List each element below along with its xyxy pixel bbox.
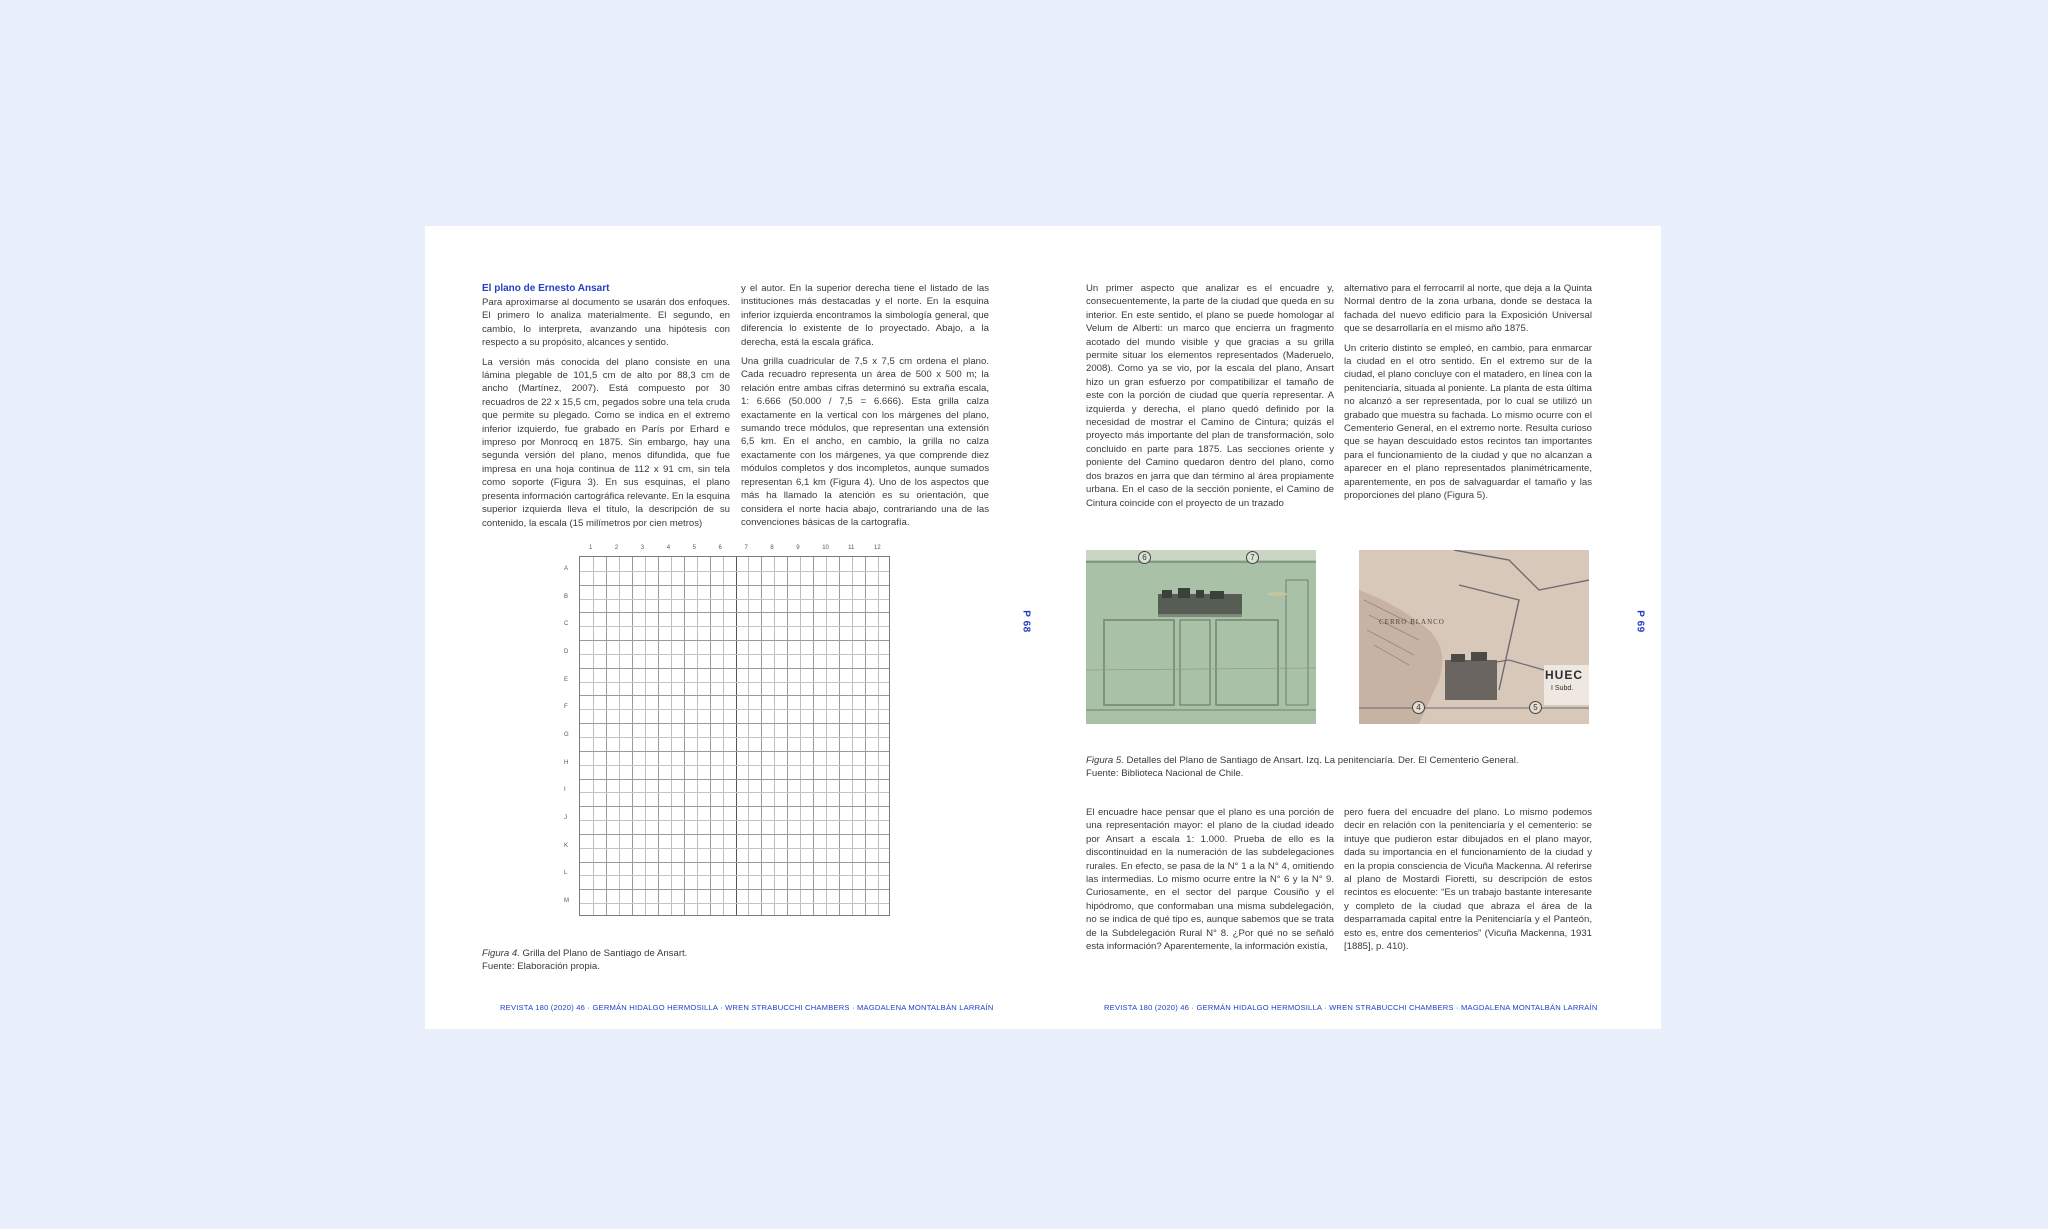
grid-column-label: 1 [588, 545, 593, 551]
map-number-label: 7 [1246, 551, 1259, 564]
grid-column-label: 9 [796, 545, 800, 551]
page-footer: REVISTA 180 (2020) 46 · GERMÁN HIDALGO HERMOSILLA · WREN STRABUCCHI CHAMBERS · MAGDALENA MONTALBÁN LARRAÍN [500, 1003, 994, 1012]
caption-text: Detalles del Plano de Santiago de Ansart. Izq. La penitenciaría. Der. El Cementerio General. [1123, 755, 1519, 766]
map-detail-penitenciaria-drawing [1086, 550, 1316, 724]
grid-column-label: 4 [666, 545, 671, 551]
grid-line-horizontal [580, 806, 889, 807]
grid-row-label: J [564, 815, 567, 822]
grid-row-label: H [564, 759, 569, 766]
page-folio: P 69 [1634, 610, 1646, 633]
right-column-1 [1086, 282, 1334, 516]
figure-5-caption [1086, 754, 1586, 781]
grid-row-label: G [564, 732, 569, 738]
paragraph: Para aproximarse al documento se usarán dos enfoques. El primero lo analiza materialmente. El segundo, en cambio, lo interpreta, avanzando una hipótesis con respecto a su propósito, alcances y sentido. [482, 297, 730, 349]
left-page [425, 226, 1043, 1029]
grid-line-horizontal [580, 875, 889, 876]
grid-line-horizontal [580, 889, 889, 890]
paragraph: El encuadre hace pensar que el plano es una porción de una representación mayor: el plano de la ciudad ideado por Ansart a escala 1: 1.000. Prueba de ello es la discontinuidad en la numeración de las subdelegaciones rurales. En efecto, se pasa de la N° 1 a la N° 4, omitiendo las intermedias. Lo mismo ocurre entre la N° 6 y la N° 9. Curiosamente, en el sector del parque Cousiño y el hipódromo, que conformaban una misma subdelegación, no se indica de qué tipo es, aunque sabemos que se trata de la Subdelegación Rural N° 8. ¿Por qué no se señaló esta información? Aparentemente, la información existía, [1086, 807, 1334, 953]
grid-line-horizontal [580, 626, 889, 627]
left-column-2 [741, 282, 989, 535]
grid-line-horizontal [580, 668, 889, 669]
right-column-2 [1344, 282, 1592, 509]
page-footer: REVISTA 180 (2020) 46 · GERMÁN HIDALGO HERMOSILLA · WREN STRABUCCHI CHAMBERS · MAGDALENA MONTALBÁN LARRAÍN [1104, 1003, 1598, 1012]
grid-column-label: 12 [874, 545, 881, 551]
grid-line-horizontal [580, 640, 889, 641]
grid-row-label: K [564, 842, 569, 849]
map-number-label: 5 [1529, 701, 1542, 714]
left-column-1 [482, 282, 730, 536]
magazine-spread [425, 226, 1661, 1029]
caption-text: Grilla del Plano de Santiago de Ansart. [519, 948, 688, 959]
grid-column-label: 10 [822, 545, 829, 551]
grid-line-horizontal [580, 834, 889, 835]
grid-row-label: B [564, 593, 569, 600]
grid-line-horizontal [580, 612, 889, 613]
grid-line-horizontal [580, 737, 889, 738]
grid-column-label: 11 [848, 545, 855, 551]
grid-line-horizontal [580, 723, 889, 724]
section-heading: El plano de Ernesto Ansart [482, 283, 610, 294]
page-folio: P 68 [1020, 610, 1032, 633]
grid-line-horizontal [580, 695, 889, 696]
map-place-label: CERRO BLANCO [1379, 618, 1445, 626]
paragraph: Un criterio distinto se empleó, en cambio, para enmarcar la ciudad en el otro sentido. En el extremo sur de la ciudad, el plano concluye con el matadero, en línea con la penitenciaría, situada al poniente. La planta de esta última no alcanzó a ser representada, por lo cual se utilizó un grabado que muestra su fachada. Lo mismo ocurre con el Cementerio General, en el extremo norte. Resulta curioso que se hayan descuidado estos recintos tan importantes para el funcionamiento de la ciudad y que no alcanzan a aparecer en el plano representados planimétricamente, aparentemente, en pos de salvaguardar el tamaño y las proporciones del plano (Figura 5). [1344, 342, 1593, 502]
map-place-label: I Subd. [1551, 685, 1574, 692]
grid-row-label: C [564, 621, 569, 628]
map-number-label: 6 [1138, 551, 1151, 564]
grid-line-horizontal [580, 709, 889, 710]
caption-source: Fuente: Elaboración propia. [482, 961, 600, 973]
grid-line-horizontal [580, 765, 889, 766]
grid-row-label: F [564, 704, 568, 711]
paragraph: La versión más conocida del plano consiste en una lámina plegable de 101,5 cm de alto por 88,3 cm de ancho (Martínez, 2007). Está compuesto por 30 recuadros de 22 x 15,5 cm, pegados sobre una tela cruda que permite su plegado. Como se indica en el extremo inferior izquierdo, fue grabado en París por Erhard e impreso por Monrocq en 1875. Sin embargo, hay una segunda versión del plano, menos difundida, que fue impresa en una hoja continua de 112 x 91 cm, sin tela como soporte (Figura 3). En sus esquinas, el plano presenta información cartográfica relevante. En la esquina superior izquierda lleva el título, la descripción de su contenido, la escala (15 milímetros por cien metros) [482, 356, 730, 529]
paragraph: pero fuera del encuadre del plano. Lo mismo podemos decir en relación con la penitenciaría y el cementerio: se intuye que pudieron estar dibujados en el plano mayor, dada su importancia en el funcionamiento de la ciudad y en la propia consciencia de Vicuña Mackenna. Al referirse al plano de Mostardi Fioretti, su descripción de estos recintos es elocuente: “Es un trabajo bastante interesante y completo de la ciudad que abraza el área de la desparramada capital entre la Penitenciaría y el Panteón, esto es, entre dos cementerios” (Vicuña Mackenna, 1931 [1885], p. 410). [1344, 807, 1592, 953]
grid-box [579, 556, 890, 916]
grid-row-label: A [564, 565, 569, 572]
grid-column-label: 5 [692, 545, 696, 551]
grid-column-labels [563, 544, 883, 554]
grid-row-label: E [564, 676, 569, 683]
grid-column-label: 6 [718, 545, 722, 551]
grid-line-horizontal [580, 862, 889, 863]
grid-line-horizontal [580, 751, 889, 752]
grid-row-label: M [564, 898, 569, 905]
figure-4-caption [482, 947, 782, 974]
grid-column-label: 7 [744, 545, 748, 551]
right-column-3 [1086, 806, 1334, 959]
grid-line-horizontal [580, 599, 889, 600]
grid-column-label: 2 [614, 545, 619, 551]
map-place-label: HUEC [1545, 668, 1584, 682]
grid-line-horizontal [580, 779, 889, 780]
caption-figure-number: Figura 4. [482, 948, 520, 959]
map-detail-penitenciaria [1086, 550, 1316, 724]
paragraph: y el autor. En la superior derecha tiene el listado de las instituciones más destacadas y el norte. En la esquina inferior izquierda encontramos la simbología general, que diferencia lo existente de lo proyectado. Abajo, a la derecha, está la escala gráfica. [741, 283, 989, 348]
grid-line-horizontal [580, 903, 889, 904]
grid-figure [563, 544, 883, 924]
map-detail-cementerio-drawing [1359, 550, 1589, 724]
grid-line-horizontal [580, 571, 889, 572]
grid-line-horizontal [580, 585, 889, 586]
map-number-label: 4 [1412, 701, 1425, 714]
grid-line-horizontal [580, 792, 889, 793]
right-page [1043, 226, 1661, 1029]
right-column-4 [1344, 806, 1592, 959]
grid-column-label: 8 [770, 545, 774, 551]
grid-row-labels [563, 544, 577, 924]
grid-line-horizontal [580, 848, 889, 849]
paragraph: Un primer aspecto que analizar es el encuadre y, consecuentemente, la parte de la ciudad que queda en su interior. En este sentido, el plano se puede homologar al Velum de Alberti: un marco que encierra un fragmento acotado del mundo visible y que gracias a su grilla permite situar los elementos representados (Maderuelo, 2008). Como ya se vio, por la escala del plano, Ansart hizo un gran esfuerzo por compatibilizar el tamaño de este con la porción de ciudad que quería representar. A izquierda y derecha, el plano quedó definido por la necesidad de mostrar el Camino de Cintura; quizás el proyecto más importante del plan de transformación, solo concluido en parte para 1875. Las secciones oriente y poniente del Camino quedaron dentro del plano, como dos brazos en jarra que dan término al área propiamente urbana. En el caso de la sección poniente, el Camino de Cintura coincide con el proyecto de un trazado [1086, 283, 1334, 509]
map-detail-cementerio [1359, 550, 1589, 724]
caption-figure-number: Figura 5. [1086, 755, 1124, 766]
paragraph: Una grilla cuadricular de 7,5 x 7,5 cm ordena el plano. Cada recuadro representa un área de 500 x 500 m; la relación entre ambas cifras determinó su extraña escala, 1: 6.666 (50.000 / 7,5 = 6.666). Esta grilla calza exactamente en la vertical con los márgenes del plano, sumando trece módulos, que representan una extensión 6,5 km. En el ancho, en cambio, la grilla no calza exactamente con los márgenes, ya que comprende diez módulos completos y dos incompletos, aunque sumados representan 6,1 km (Figura 4). Uno de los aspectos que más ha llamado la atención es su orientación, que considera el norte hacia abajo, contrariando una de las convenciones básicas de la cartografía. [741, 356, 989, 528]
caption-source: Fuente: Biblioteca Nacional de Chile. [1086, 768, 1244, 780]
grid-line-horizontal [580, 654, 889, 655]
paragraph: alternativo para el ferrocarril al norte, que deja a la Quinta Normal dentro de la zona urbana, donde se destaca la fachada del nuevo edificio para la Exposición Universal que se desarrollaría en el mismo año 1875. [1344, 283, 1592, 335]
grid-column-label: 3 [640, 545, 645, 551]
grid-line-horizontal [580, 682, 889, 683]
grid-row-label: I [564, 787, 566, 794]
grid-row-label: D [564, 648, 569, 655]
grid-line-horizontal [580, 820, 889, 821]
grid-row-label: L [564, 870, 568, 877]
